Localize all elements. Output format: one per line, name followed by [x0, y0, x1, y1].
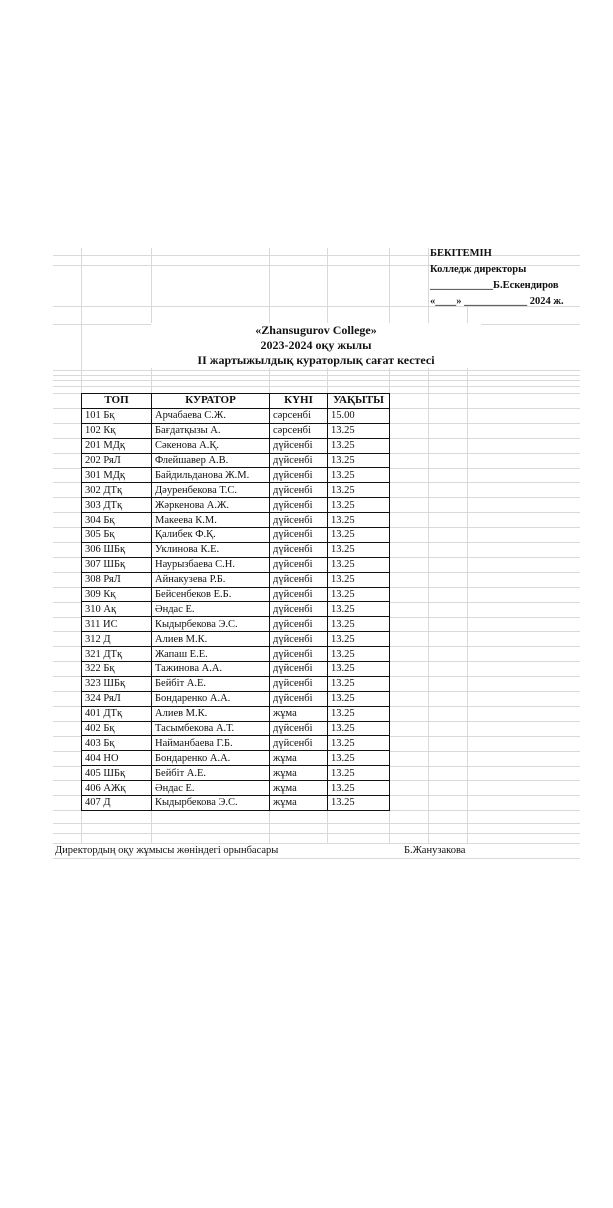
cell-day: дүйсенбі — [270, 617, 328, 632]
cell-time: 13.25 — [328, 647, 390, 662]
cell-group: 321 ДТқ — [82, 647, 152, 662]
deputy-director-title: Директордың оқу жұмысы жөніндегі орынбасары — [55, 845, 279, 856]
gridline — [53, 375, 580, 376]
cell-day: дүйсенбі — [270, 676, 328, 691]
cell-day: дүйсенбі — [270, 498, 328, 513]
approval-signature-line: ____________Б.Ескендиров — [430, 280, 559, 291]
cell-time: 13.25 — [328, 453, 390, 468]
cell-day: жұма — [270, 796, 328, 811]
cell-curator: Сәкенова А.Қ. — [152, 438, 270, 453]
cell-group: 401 ДТқ — [82, 706, 152, 721]
cell-group: 202 РяЛ — [82, 453, 152, 468]
cell-day: жұма — [270, 766, 328, 781]
cell-time: 13.25 — [328, 736, 390, 751]
table-row — [82, 513, 390, 528]
curator-schedule-table — [81, 393, 390, 811]
table-row — [82, 647, 390, 662]
cell-day: сәрсенбі — [270, 408, 328, 423]
cell-day: дүйсенбі — [270, 736, 328, 751]
header-time: УАҚЫТЫ — [328, 394, 390, 409]
academic-year: 2023-2024 оқу жылы — [151, 338, 481, 353]
cell-day: дүйсенбі — [270, 542, 328, 557]
cell-day: дүйсенбі — [270, 453, 328, 468]
document-title — [151, 323, 481, 368]
cell-curator: Тажинова А.А. — [152, 662, 270, 677]
cell-time: 15.00 — [328, 408, 390, 423]
table-row — [82, 557, 390, 572]
approval-heading: БЕКІТЕМІН — [430, 248, 492, 259]
cell-time: 13.25 — [328, 602, 390, 617]
gridline — [53, 386, 580, 387]
cell-time: 13.25 — [328, 528, 390, 543]
cell-day: дүйсенбі — [270, 602, 328, 617]
cell-group: 307 ШБқ — [82, 557, 152, 572]
cell-day: дүйсенбі — [270, 691, 328, 706]
cell-time: 13.25 — [328, 423, 390, 438]
cell-group: 312 Д — [82, 632, 152, 647]
cell-day: дүйсенбі — [270, 587, 328, 602]
cell-day: сәрсенбі — [270, 423, 328, 438]
table-row — [82, 602, 390, 617]
cell-time: 13.25 — [328, 751, 390, 766]
header-group: ТОП — [82, 394, 152, 409]
cell-group: 406 АЖқ — [82, 781, 152, 796]
cell-curator: Наурызбаева С.Н. — [152, 557, 270, 572]
approval-role: Колледж директоры — [430, 264, 527, 275]
cell-group: 303 ДТқ — [82, 498, 152, 513]
table-row — [82, 736, 390, 751]
cell-day: жұма — [270, 751, 328, 766]
cell-time: 13.25 — [328, 617, 390, 632]
cell-time: 13.25 — [328, 483, 390, 498]
cell-day: дүйсенбі — [270, 721, 328, 736]
cell-group: 324 РяЛ — [82, 691, 152, 706]
table-row — [82, 721, 390, 736]
cell-curator: Әндас Е. — [152, 602, 270, 617]
cell-day: дүйсенбі — [270, 468, 328, 483]
table-row — [82, 453, 390, 468]
table-row — [82, 706, 390, 721]
cell-time: 13.25 — [328, 706, 390, 721]
header-day: КҮНІ — [270, 394, 328, 409]
cell-curator: Арчабаева С.Ж. — [152, 408, 270, 423]
cell-curator: Қалибек Ф.Қ. — [152, 528, 270, 543]
cell-group: 407 Д — [82, 796, 152, 811]
cell-curator: Бағдатқызы А. — [152, 423, 270, 438]
cell-curator: Кыдырбекова Э.С. — [152, 617, 270, 632]
cell-group: 304 Бқ — [82, 513, 152, 528]
table-row — [82, 542, 390, 557]
gridline — [53, 858, 580, 859]
cell-curator: Бондаренко А.А. — [152, 751, 270, 766]
table-row — [82, 572, 390, 587]
cell-curator: Айнакузева Р.Б. — [152, 572, 270, 587]
cell-curator: Дәуренбекова Т.С. — [152, 483, 270, 498]
gridline — [53, 843, 580, 844]
cell-curator: Байдильданова Ж.М. — [152, 468, 270, 483]
table-body — [82, 408, 390, 810]
cell-day: дүйсенбі — [270, 647, 328, 662]
cell-group: 306 ШБқ — [82, 542, 152, 557]
cell-curator: Макеева К.М. — [152, 513, 270, 528]
approval-date-line: «____» ____________ 2024 ж. — [430, 296, 564, 307]
cell-day: дүйсенбі — [270, 483, 328, 498]
cell-day: дүйсенбі — [270, 513, 328, 528]
cell-group: 405 ШБқ — [82, 766, 152, 781]
table-row — [82, 781, 390, 796]
cell-group: 322 Бқ — [82, 662, 152, 677]
approval-block — [430, 246, 564, 310]
table-row — [82, 468, 390, 483]
cell-day: дүйсенбі — [270, 632, 328, 647]
gridline — [53, 823, 580, 824]
cell-curator: Жәркенова А.Ж. — [152, 498, 270, 513]
cell-group: 308 РяЛ — [82, 572, 152, 587]
cell-day: дүйсенбі — [270, 438, 328, 453]
table-row — [82, 483, 390, 498]
table-header-row — [82, 394, 390, 409]
cell-day: дүйсенбі — [270, 557, 328, 572]
cell-time: 13.25 — [328, 691, 390, 706]
cell-curator: Әндас Е. — [152, 781, 270, 796]
table-row — [82, 587, 390, 602]
cell-group: 323 ШБқ — [82, 676, 152, 691]
cell-day: жұма — [270, 706, 328, 721]
table-row — [82, 498, 390, 513]
cell-time: 13.25 — [328, 676, 390, 691]
cell-group: 201 МДқ — [82, 438, 152, 453]
table-row — [82, 632, 390, 647]
table-row — [82, 438, 390, 453]
cell-group: 403 Бқ — [82, 736, 152, 751]
cell-group: 310 Ақ — [82, 602, 152, 617]
gridline — [467, 306, 468, 843]
gridline — [53, 380, 580, 381]
table-row — [82, 691, 390, 706]
cell-curator: Флейшавер А.В. — [152, 453, 270, 468]
cell-curator: Найманбаева Г.Б. — [152, 736, 270, 751]
table-row — [82, 766, 390, 781]
cell-group: 102 Кқ — [82, 423, 152, 438]
cell-time: 13.25 — [328, 438, 390, 453]
cell-time: 13.25 — [328, 542, 390, 557]
cell-time: 13.25 — [328, 572, 390, 587]
schedule-title: ІІ жартыжылдық кураторлық сағат кестесі — [151, 353, 481, 368]
cell-day: жұма — [270, 781, 328, 796]
cell-time: 13.25 — [328, 632, 390, 647]
cell-time: 13.25 — [328, 468, 390, 483]
cell-curator: Бейбіт А.Е. — [152, 766, 270, 781]
table-row — [82, 662, 390, 677]
cell-time: 13.25 — [328, 766, 390, 781]
cell-time: 13.25 — [328, 721, 390, 736]
cell-group: 404 НО — [82, 751, 152, 766]
cell-curator: Бейсенбеков Е.Б. — [152, 587, 270, 602]
cell-curator: Алиев М.К. — [152, 632, 270, 647]
cell-curator: Тасымбекова А.Т. — [152, 721, 270, 736]
cell-curator: Кыдырбекова Э.С. — [152, 796, 270, 811]
header-curator: КУРАТОР — [152, 394, 270, 409]
cell-time: 13.25 — [328, 557, 390, 572]
table-row — [82, 676, 390, 691]
cell-curator: Алиев М.К. — [152, 706, 270, 721]
table-row — [82, 617, 390, 632]
deputy-director-name: Б.Жанузакова — [404, 845, 466, 856]
cell-group: 301 МДқ — [82, 468, 152, 483]
gridline — [53, 370, 580, 371]
gridline — [53, 833, 580, 834]
table-row — [82, 796, 390, 811]
cell-day: дүйсенбі — [270, 662, 328, 677]
cell-curator: Уклинова К.Е. — [152, 542, 270, 557]
table-row — [82, 528, 390, 543]
cell-time: 13.25 — [328, 513, 390, 528]
cell-group: 302 ДТқ — [82, 483, 152, 498]
cell-time: 13.25 — [328, 587, 390, 602]
cell-group: 309 Кқ — [82, 587, 152, 602]
cell-curator: Бейбіт А.Е. — [152, 676, 270, 691]
table-row — [82, 408, 390, 423]
table-row — [82, 751, 390, 766]
table-row — [82, 423, 390, 438]
cell-time: 13.25 — [328, 498, 390, 513]
cell-day: дүйсенбі — [270, 572, 328, 587]
cell-group: 311 ИС — [82, 617, 152, 632]
cell-curator: Жапаш Е.Е. — [152, 647, 270, 662]
cell-time: 13.25 — [328, 781, 390, 796]
cell-group: 305 Бқ — [82, 528, 152, 543]
cell-time: 13.25 — [328, 662, 390, 677]
cell-curator: Бондаренко А.А. — [152, 691, 270, 706]
college-name: «Zhansugurov College» — [151, 323, 481, 338]
cell-time: 13.25 — [328, 796, 390, 811]
cell-group: 402 Бқ — [82, 721, 152, 736]
cell-day: дүйсенбі — [270, 528, 328, 543]
cell-group: 101 Бқ — [82, 408, 152, 423]
